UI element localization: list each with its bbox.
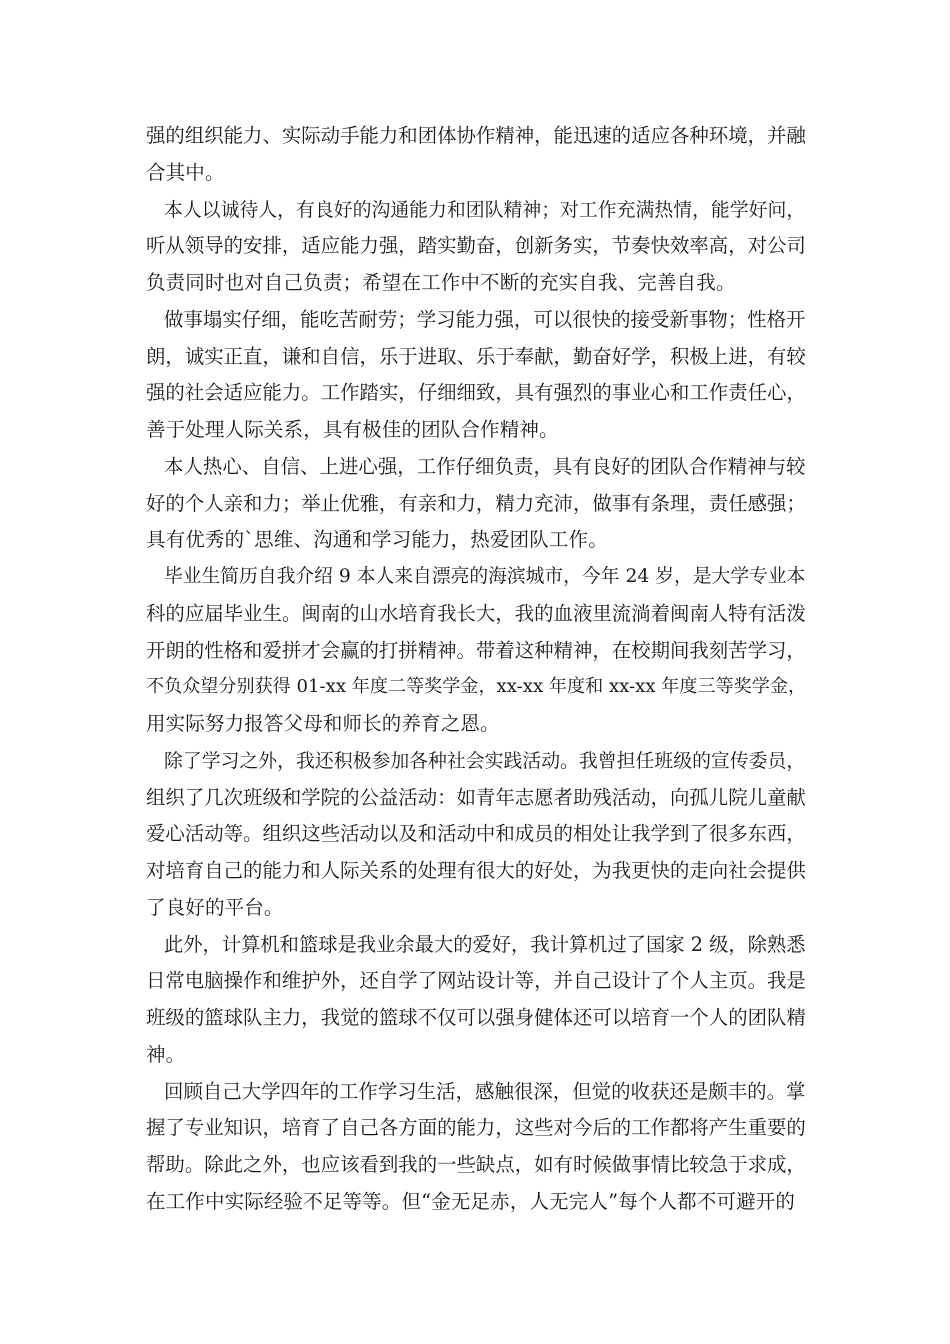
- text-line: 负责同时也对自己负责；希望在工作中不断的充实自我、完善自我。: [146, 271, 736, 294]
- text-line: 组织了几次班级和学院的公益活动：如青年志愿者助残活动，向孤儿院儿童献: [146, 785, 806, 809]
- text-line: 对培育自己的能力和人际关系的处理有很大的好处，为我更快的走向社会提供: [146, 859, 806, 882]
- text-line: 除了学习之外，我还积极参加各种社会实践活动。我曾担任班级的宣传委员，: [164, 749, 806, 772]
- text-line: 班级的篮球队主力，我觉的篮球不仅可以强身健体还可以培育一个人的团队精: [146, 1006, 806, 1029]
- text-line: 回顾自己大学四年的工作学习生活，感触很深，但觉的收获还是颇丰的。掌: [164, 1079, 806, 1103]
- text-line: 强的组织能力、实际动手能力和团体协作精神，能迅速的适应各种环境，并融: [146, 124, 806, 147]
- text-line: 用实际努力报答父母和师长的养育之恩。: [146, 712, 500, 735]
- text-line: 了良好的平台。: [146, 895, 284, 919]
- text-line: 毕业生简历自我介绍 9 本人来自漂亮的海滨城市，今年 24 岁，是大学专业本: [164, 566, 806, 587]
- text-line: 不负众望分别获得 01-xx 年度二等奖学金，xx-xx 年度和 xx-xx 年度三等奖学金，: [146, 676, 807, 698]
- text-line: 听从领导的安排，适应能力强，踏实勤奋，创新务实，节奏快效率高，对公司: [146, 234, 806, 258]
- text-line: 开朗的性格和爱拼才会赢的打拼精神。带着这种精神，在校期间我刻苦学习，: [146, 638, 806, 662]
- text-line: 此外，计算机和篮球是我业余最大的爱好，我计算机过了国家 2 级，除熟悉: [164, 932, 806, 956]
- text-line: 做事塌实仔细，能吃苦耐劳；学习能力强，可以很快的接受新事物；性格开: [164, 307, 806, 331]
- text-line: 合其中。: [146, 160, 225, 184]
- text-line: 爱心活动等。组织这些活动以及和活动中和成员的相处让我学到了很多东西，: [146, 822, 806, 846]
- text-line: 强的社会适应能力。工作踏实，仔细细致，具有强烈的事业心和工作责任心，: [146, 381, 806, 405]
- text-line: 朗，诚实正直，谦和自信，乐于进取、乐于奉献，勤奋好学，积极上进，有较: [146, 344, 806, 368]
- text-line: 日常电脑操作和维护外，还自学了网站设计等，并自己设计了个人主页。我是: [146, 969, 806, 993]
- text-line: 帮助。除此之外，也应该看到我的一些缺点，如有时候做事情比较急于求成，: [146, 1153, 806, 1176]
- text-line: 好的个人亲和力；举止优雅，有亲和力，精力充沛，做事有条理，责任感强；: [146, 491, 806, 515]
- text-line: 本人热心、自信、上进心强，工作仔细负责，具有良好的团队合作精神与较: [164, 454, 806, 478]
- text-line: 具有优秀的`思维、沟通和学习能力，热爱团队工作。: [146, 528, 608, 552]
- text-line: 握了专业知识，培育了自己各方面的能力，这些对今后的工作都将产生重要的: [146, 1116, 806, 1140]
- text-line: 科的应届毕业生。闽南的山水培育我长大，我的血液里流淌着闽南人特有活泼: [146, 601, 806, 625]
- text-line: 在工作中实际经验不足等等。但“金无足赤，人无完人”每个人都不可避开的: [146, 1189, 796, 1213]
- text-line: 善于处理人际关系，具有极佳的团队合作精神。: [146, 418, 559, 441]
- document-body: [146, 118, 806, 1221]
- text-line: 神。: [146, 1042, 186, 1066]
- text-line: 本人以诚待人，有良好的沟通能力和团队精神；对工作充满热情，能学好问，: [164, 198, 806, 221]
